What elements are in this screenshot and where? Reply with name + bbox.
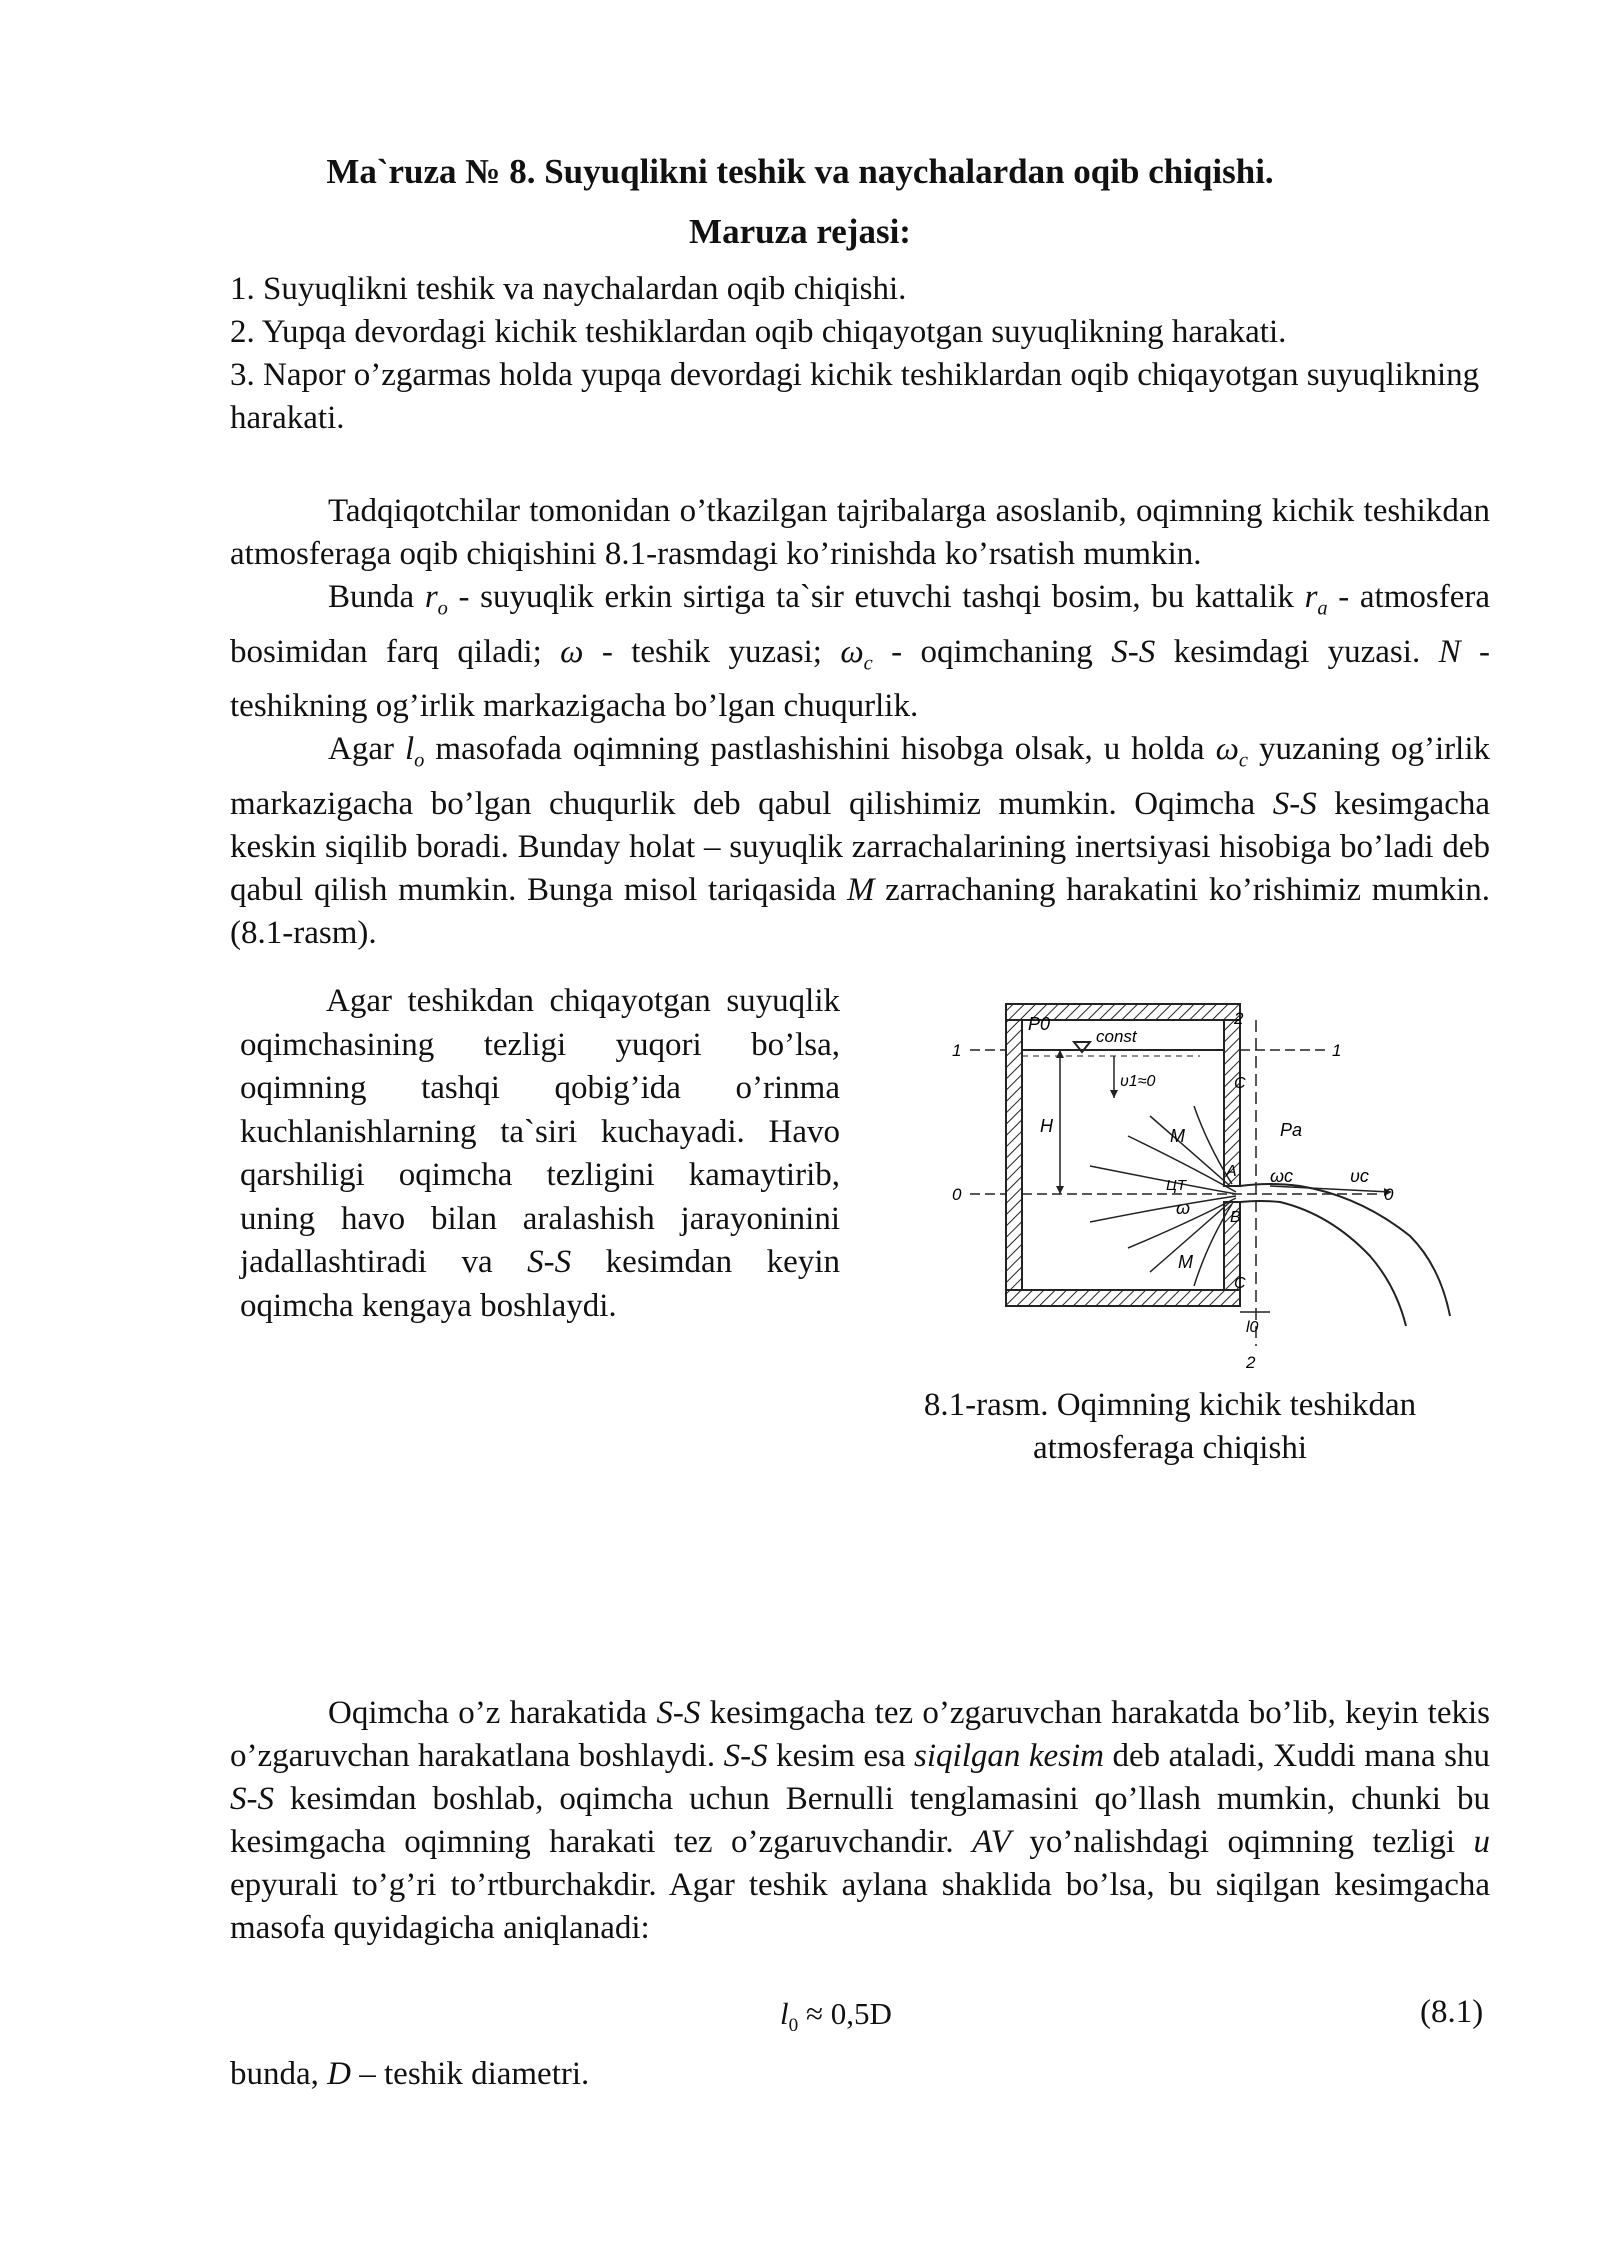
side-paragraph: Agar teshikdan chiqayotgan suyuqlik oqimchasining tezligi yuqori bo’lsa, oqimning tashqi qobig’ida o’rinma kuchlanishlarning ta`siri kuchayadi. Havo qarshiligi oqimcha tezligini kamaytirib, uning havo bilan aralashish jarayoninini jadallashtiradi va S-S kesimdan keyin oqimcha kengaya boshlaydi. (240, 983, 840, 1324)
label-section-1-right: 1 (1332, 1041, 1342, 1060)
formula-number: (8.1) (1420, 1994, 1484, 2030)
label-vc: υc (1350, 1166, 1369, 1186)
label-omega-c: ωc (1270, 1166, 1294, 1186)
label-c-top: C (1234, 1075, 1246, 1092)
label-section-1-left: 1 (952, 1041, 962, 1060)
intro-paragraph-1: Tadqiqotchilar tomonidan o’tkazilgan tajribalarga asoslanib, oqimning kichik teshikdan atmosferaga oqib chiqishini 8.1-rasmdagi ko’rinishda ko’rsatish mumkin. (230, 493, 1490, 572)
label-l0: l0 (1246, 1319, 1259, 1336)
label-ct: ЦТ (1166, 1177, 1187, 1194)
label-section-2-top: 2 (1234, 1009, 1244, 1028)
label-m-top: M (1170, 1126, 1185, 1146)
label-section-0-left: 0 (952, 1185, 962, 1204)
page-title: Ma`ruza № 8. Suyuqlikni teshik va naychalardan oqib chiqishi. (326, 152, 1274, 191)
tank-orifice-diagram (940, 986, 1460, 1376)
label-c-bottom: C (1234, 1275, 1246, 1292)
streamlines (1090, 1106, 1236, 1286)
label-p0: P0 (1028, 1014, 1051, 1034)
label-h: H (1040, 1116, 1053, 1136)
figure-caption: 8.1-rasm. Oqimning kichik teshikdan atmosferaga chiqishi (923, 1387, 1417, 1466)
intro-text (230, 490, 1490, 955)
definition-line: bunda, D – teshik diametri. (230, 2056, 590, 2092)
plan-item: 3. Napor o’zgarmas holda yupqa devordagi kichik teshiklardan oqib chiqayotgan suyuqlikning harakati. (230, 357, 1480, 436)
formula-8-1: $l_0 \approx 0,5D$ (780, 1996, 892, 2037)
label-m-bottom: M (1178, 1252, 1193, 1272)
intro-paragraph-3: Agar $l_o$ masofada oqimning pastlashishini hisobga olsak, u holda $\omega_c$ yuzaning og’irlik markazigacha bo’lgan chuqurlik deb qabul qilishimiz mumkin. Oqimcha S-S kesimgacha keskin siqilib boradi. Bunday holat – suyuqlik zarrachalarining inertsiyasi hisobiga bo’ladi deb qabul qilish mumkin. Bunga misol tariqasida M zarrachaning harakatini ko’rishimiz mumkin. (8.1-rasm). (230, 731, 1491, 951)
plan-item: 1. Suyuqlikni teshik va naychalardan oqib chiqishi. (230, 271, 907, 307)
plan-heading: Maruza rejasi: (689, 212, 911, 251)
label-a: A (1226, 1163, 1237, 1180)
plan-item: 2. Yupqa devordagi kichik teshiklardan oqib chiqayotgan suyuqlikning harakati. (230, 314, 1287, 350)
body-paragraph: Oqimcha o’z harakatida S-S kesimgacha tez o’zgaruvchan harakatda bo’lib, keyin tekis o’zgaruvchan harakatlana boshlaydi. S-S kesim esa siqilgan kesim deb ataladi, Xuddi mana shu S-S kesimdan boshlab, oqimcha uchun Bernulli tenglamasini qo’llash mumkin, chunki bu kesimgacha oqimning harakati tez o’zgaruvchandir. AV yo’nalishdagi oqimning tezligi u epyurali to’g’ri to’rtburchakdir. Agar teshik aylana shaklida bo’lsa, bu siqilgan kesimgacha masofa quyidagicha aniqlanadi: (230, 1695, 1491, 1946)
label-v1: υ1≈0 (1120, 1073, 1156, 1090)
plan-list (230, 268, 1490, 440)
label-b: B (1230, 1209, 1241, 1226)
label-omega: ω (1176, 1198, 1191, 1218)
label-section-0-right: 0 (1384, 1185, 1394, 1204)
label-pa: Pa (1280, 1120, 1303, 1140)
intro-paragraph-2: Bunda $r_o$ - suyuqlik erkin sirtiga ta`sir etuvchi tashqi bosim, bu kattalik $r_a$ - atmosfera bosimidan farq qiladi; ω - teshik yuzasi; $\omega_c$ - oqimchaning S-S kesimdagi yuzasi. N - teshikning og’irlik markazigacha bo’lgan chuqurlik. (230, 579, 1490, 725)
jet (1240, 1184, 1450, 1326)
label-section-2-bottom: 2 (1246, 1353, 1256, 1372)
label-const: const (1096, 1027, 1137, 1046)
